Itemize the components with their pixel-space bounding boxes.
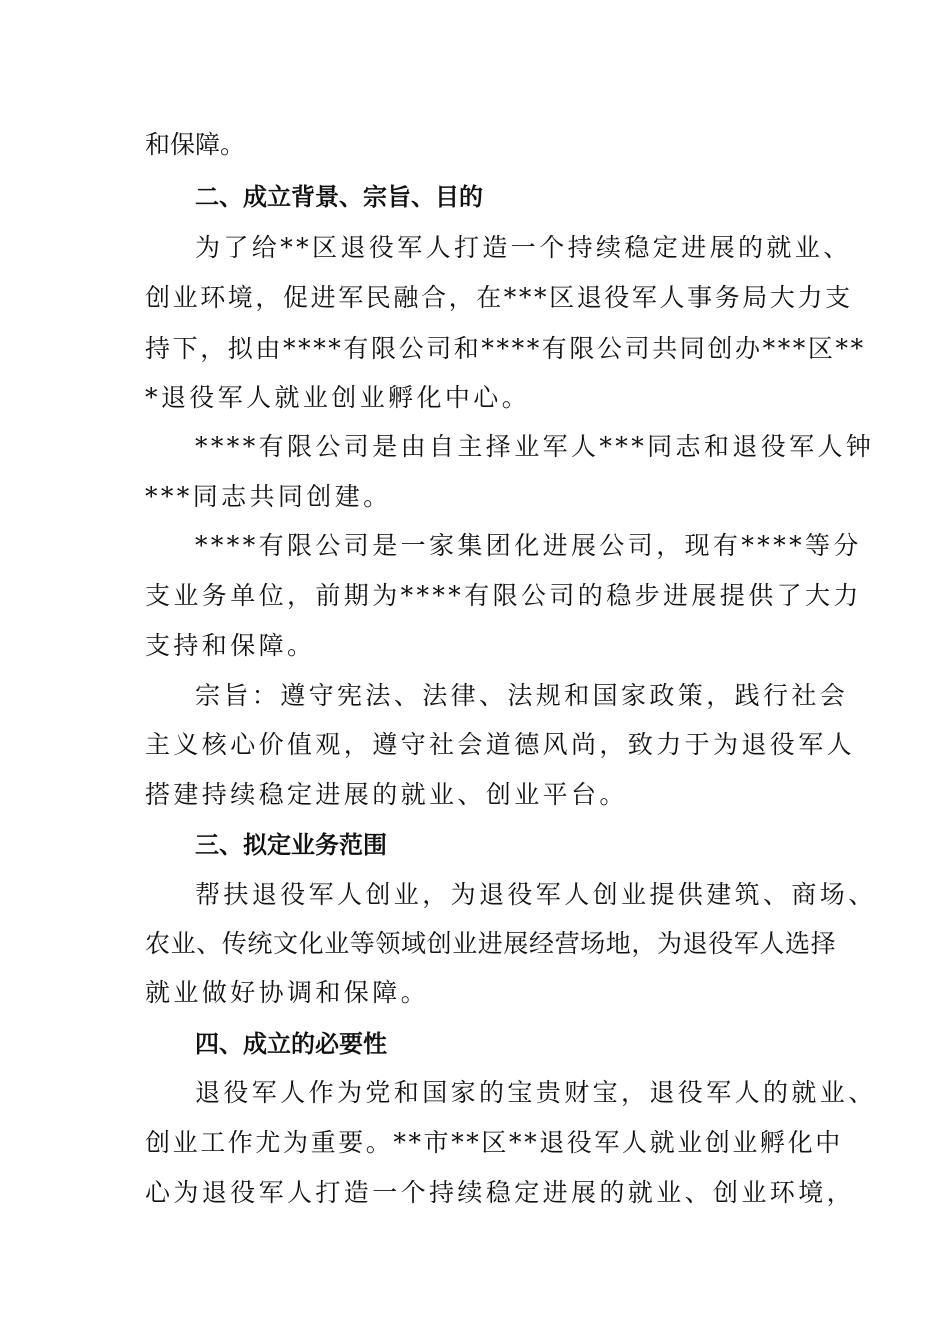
paragraph-line: 创业环境，促进军民融合，在***区退役军人事务局大力支	[145, 283, 853, 312]
paragraph-line: 和保障。	[145, 130, 246, 159]
paragraph-line: ***同志共同创建。	[145, 482, 392, 511]
section-heading: 四、成立的必要性	[195, 1030, 387, 1058]
paragraph-line: 宗旨：遵守宪法、法律、法规和国家政策，践行社会	[195, 681, 849, 710]
paragraph-line: ****有限公司是一家集团化进展公司，现有****等分	[195, 531, 862, 560]
paragraph-line: 退役军人作为党和国家的宝贵财宝，退役军人的就业、	[195, 1078, 877, 1107]
paragraph-line: *退役军人就业创业孵化中心。	[145, 383, 531, 412]
paragraph-line: 帮扶退役军人创业，为退役军人创业提供建筑、商场、	[195, 880, 877, 909]
paragraph-line: 就业做好协调和保障。	[145, 978, 430, 1007]
paragraph-line: 主义核心价值观，遵守社会道德风尚，致力于为退役军人	[145, 730, 856, 759]
section-heading: 三、拟定业务范围	[195, 831, 387, 859]
paragraph-line: ****有限公司是由自主择业军人***同志和退役军人钟	[195, 432, 875, 461]
paragraph-line: 搭建持续稳定进展的就业、创业平台。	[145, 780, 628, 809]
paragraph-line: 心为退役军人打造一个持续稳定进展的就业、创业环境，	[145, 1178, 856, 1207]
paragraph-line: 支持和保障。	[145, 631, 316, 660]
paragraph-line: 农业、传统文化业等领域创业进展经营场地，为退役军人选择	[145, 929, 837, 958]
section-heading: 二、成立背景、宗旨、目的	[195, 183, 483, 211]
paragraph-line: 持下，拟由****有限公司和****有限公司共同创办***区**	[145, 334, 866, 363]
paragraph-line: 支业务单位，前期为****有限公司的稳步进展提供了大力	[145, 581, 862, 610]
paragraph-line: 为了给**区退役军人打造一个持续稳定进展的就业、	[195, 233, 852, 262]
paragraph-line: 创业工作尤为重要。**市**区**退役军人就业创业孵化中	[145, 1128, 843, 1157]
